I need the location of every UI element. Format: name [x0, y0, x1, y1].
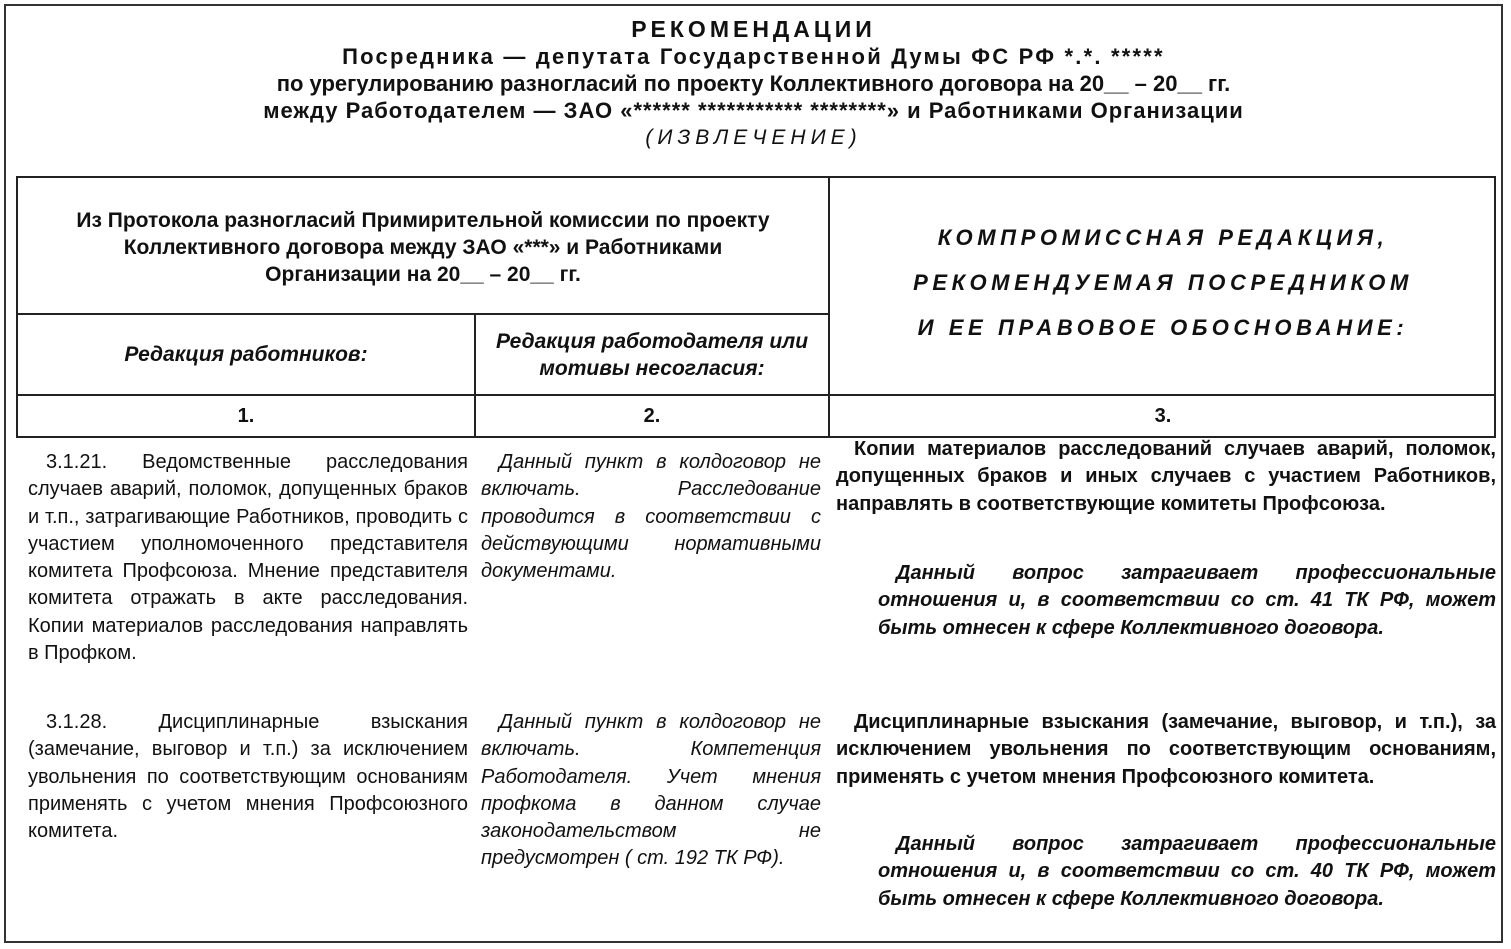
employer-version-header: Редакция работодателя или мотивы несогласия:: [495, 329, 809, 380]
table-divider: [474, 313, 476, 436]
row1-employer-text: Данный пункт в колдоговор не включать. Расследование проводится в соответствии с действующими нормативными документами.: [481, 451, 821, 583]
row2-justification-text: Данный вопрос затрагивает профессиональные отношения и, в соответствии со ст. 40 ТК РФ, может быть отнесен к сфере Коллективного договора.: [878, 833, 1496, 910]
table-divider: [828, 178, 830, 436]
row2-compromise-text: Дисциплинарные взыскания (замечание, выговор, и т.п.), за исключением увольнения по соответствующим основаниям, применять с учетом мнения Профсоюзного комитета.: [836, 711, 1496, 788]
table-divider: [18, 394, 1494, 396]
document-page: [4, 4, 1503, 943]
row1-justification-text: Данный вопрос затрагивает профессиональные отношения и, в соответствии со ст. 41 ТК РФ, может быть отнесен к сфере Коллективного договора.: [878, 562, 1496, 639]
doc-title: РЕКОМЕНДАЦИИ: [631, 16, 876, 42]
compromise-header-line-1: КОМПРОМИССНАЯ РЕДАКЦИЯ,: [937, 224, 1389, 250]
employees-version-header: Редакция работников:: [124, 342, 368, 366]
compromise-header-line-3: И ЕЕ ПРАВОВОЕ ОБОСНОВАНИЕ:: [917, 314, 1409, 340]
row1-compromise-text: Копии материалов расследований случаев аварий, поломок, допущенных браков и иных случаев с участием Работников, направлять в соответствующие комитеты Профсоюза.: [836, 438, 1496, 515]
row2-employer-text: Данный пункт в колдоговор не включать. Компетенция Работодателя. Учет мнения профкома в данном случае законодательством не предусмотрен ( ст. 192 ТК РФ).: [481, 711, 821, 870]
compromise-header-line-2: РЕКОМЕНДУЕМАЯ ПОСРЕДНИКОМ: [913, 269, 1413, 295]
doc-subtitle-mediator: Посредника — депутата Государственной Думы ФС РФ *.*. *****: [342, 44, 1165, 69]
column-number-1: 1.: [237, 404, 255, 427]
row1-employees-text: 3.1.21. Ведомственные расследования случаев аварий, поломок, допущенных браков и т.п., затрагивающие Работников, проводить с участием уполномоченного представителя комитета Профсоюза. Мнение представителя комитета отражать в акте расследования. Копии материалов расследования направлять в Профком.: [28, 451, 468, 665]
protocol-header-cell: Из Протокола разногласий Примирительной комиссии по проекту Коллективного договора между ЗАО «***» и Работниками Организации на 20__ – 20__ гг.: [76, 209, 770, 286]
compromise-header-cell: [830, 178, 1496, 394]
row2-employees-text: 3.1.28. Дисциплинарные взыскания (замечание, выговор и т.п.) за исключением увольнения по соответствующим основаниям применять с учетом мнения Профсоюзного комитета.: [28, 711, 468, 843]
document-header: [6, 16, 1501, 151]
header-table: [16, 176, 1496, 438]
doc-extract-label: (ИЗВЛЕЧЕНИЕ): [645, 126, 862, 149]
table-divider: [18, 313, 828, 315]
column-number-2: 2.: [643, 404, 661, 427]
column-number-3: 3.: [1154, 404, 1172, 427]
doc-subtitle-parties: между Работодателем — ЗАО «****** *********** ********» и Работниками Организации: [263, 98, 1244, 123]
doc-subtitle-purpose: по урегулированию разногласий по проекту Коллективного договора на 20__ – 20__ гг.: [276, 71, 1231, 96]
